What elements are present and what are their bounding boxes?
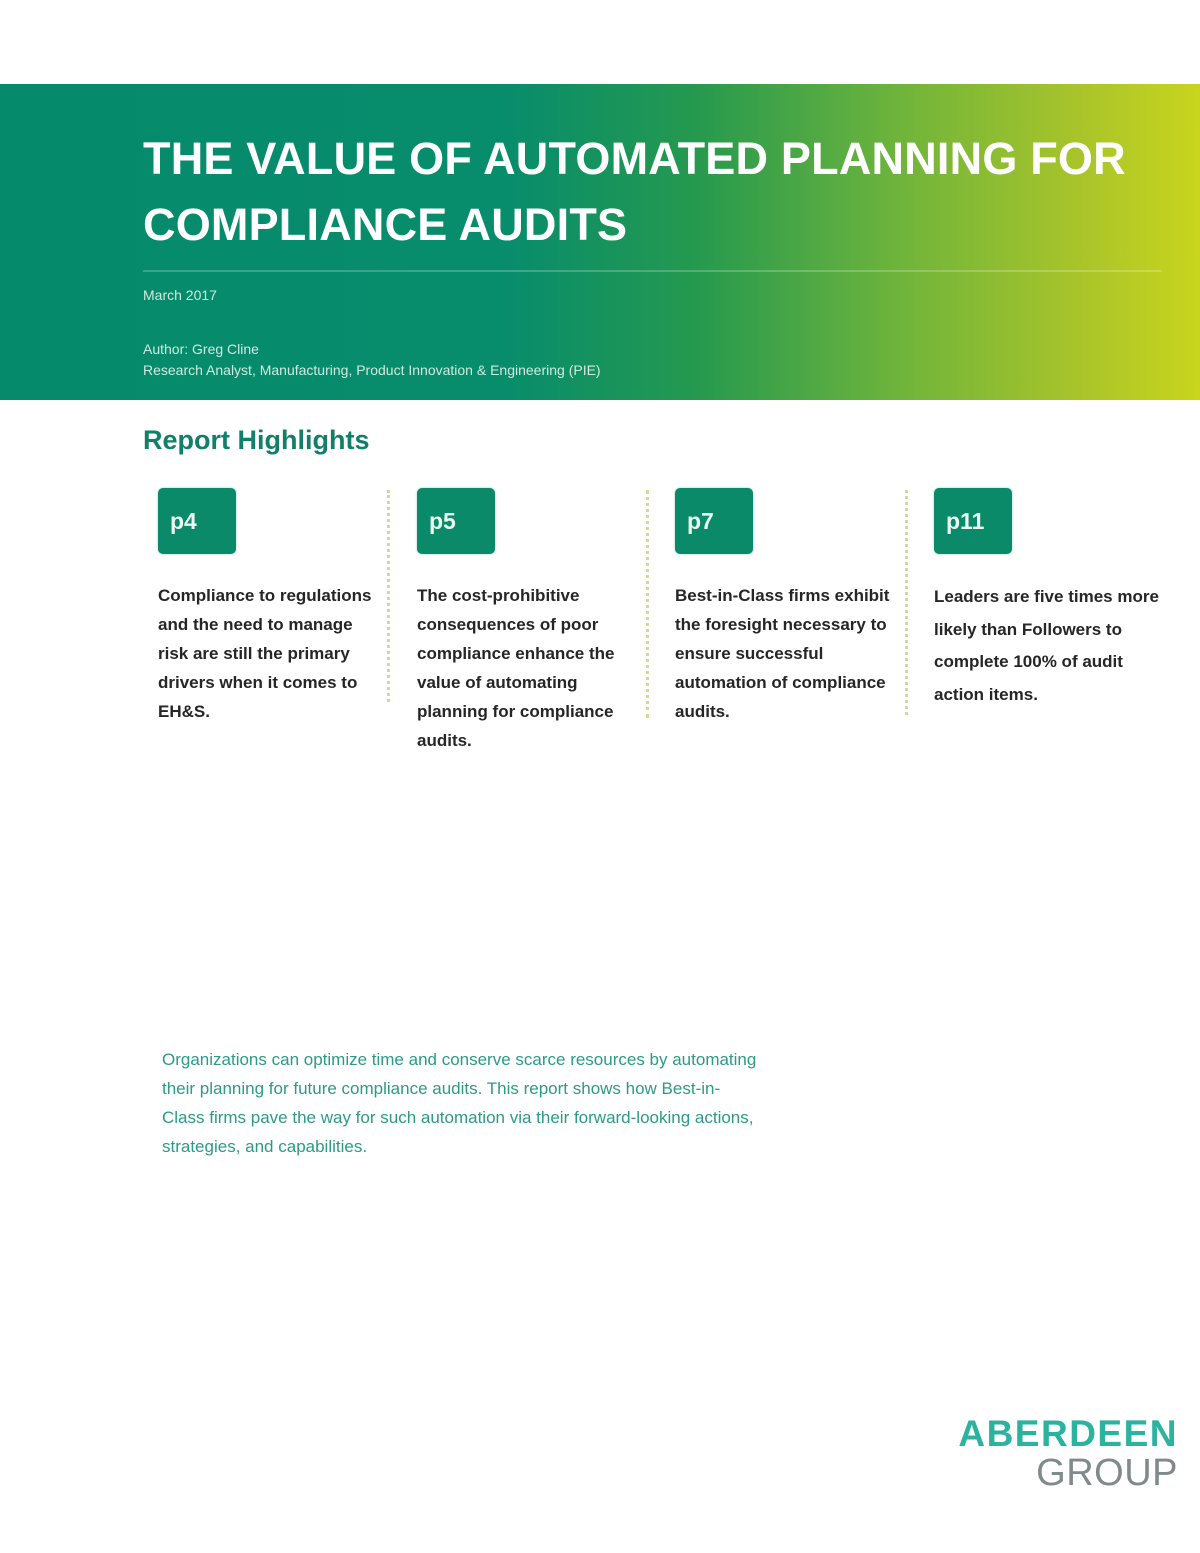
column-divider xyxy=(387,490,390,702)
highlight-item xyxy=(675,488,905,726)
highlight-text: Leaders are five times more likely than Followers to complete 100% of audit action items. xyxy=(934,587,1159,704)
author-role: Research Analyst, Manufacturing, Product Innovation & Engineering (PIE) xyxy=(143,362,601,378)
publication-date: March 2017 xyxy=(143,287,217,303)
page-badge: p4 xyxy=(158,488,236,554)
logo-wordmark-top: ABERDEEN xyxy=(958,1413,1178,1454)
report-title: THE VALUE OF AUTOMATED PLANNING FOR COMPLIANCE AUDITS xyxy=(143,133,1126,250)
aberdeen-group-logo xyxy=(958,1415,1178,1493)
report-highlights-heading: Report Highlights xyxy=(143,425,370,455)
page-badge: p11 xyxy=(934,488,1012,554)
highlight-text: Best-in-Class firms exhibit the foresight necessary to ensure successful automation of compliance audits. xyxy=(675,586,890,721)
title-banner xyxy=(0,84,1200,400)
author-name: Author: Greg Cline xyxy=(143,341,259,357)
author-block xyxy=(143,339,601,381)
highlight-text: The cost-prohibitive consequences of poor compliance enhance the value of automating planning for compliance audits. xyxy=(417,586,615,750)
logo-wordmark-bottom: GROUP xyxy=(1036,1452,1178,1494)
page-badge: p5 xyxy=(417,488,495,554)
highlight-text: Compliance to regulations and the need to manage risk are still the primary drivers when it comes to EH&S. xyxy=(158,586,372,721)
column-divider xyxy=(646,490,649,718)
highlight-item xyxy=(158,488,388,726)
report-summary: Organizations can optimize time and conserve scarce resources by automating their planning for future compliance audits. This report shows how Best-in-Class firms pave the way for such automation via their forward-looking actions, strategies, and capabilities. xyxy=(162,1050,757,1156)
highlight-item xyxy=(934,488,1164,711)
highlight-item xyxy=(417,488,647,755)
column-divider xyxy=(905,490,908,715)
page-badge: p7 xyxy=(675,488,753,554)
banner-divider xyxy=(143,270,1162,272)
